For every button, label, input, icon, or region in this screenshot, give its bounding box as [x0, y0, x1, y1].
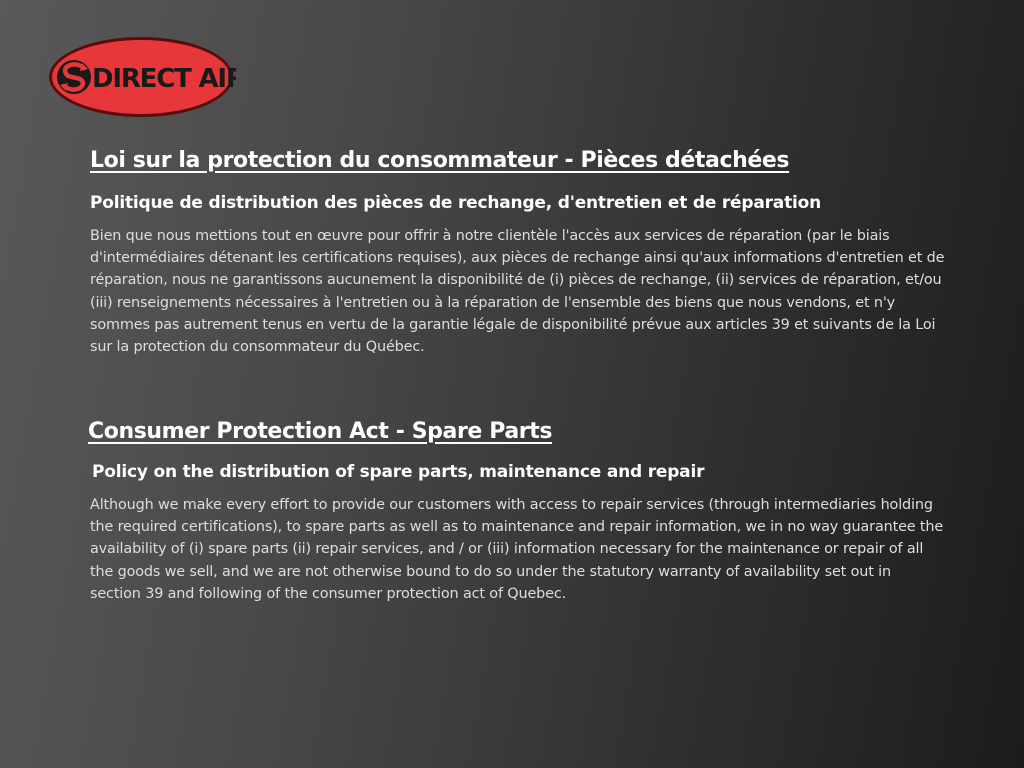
english-section: [90, 419, 950, 605]
english-subtitle: Policy on the distribution of spare parts, maintenance and repair: [92, 462, 705, 482]
french-section: [90, 148, 950, 358]
english-body: Although we make every effort to provide our customers with access to repair services (through intermediaries holding the required certifications), to spare parts as well as to maintenance and repair information, we in no way guarantee the availability of (i) spare parts (ii) repair services, and / or (iii) information necessary for the maintenance or repair of all the goods we sell, and we are not otherwise bound to do so under the statutory warranty of availability set out in section 39 and following of the consumer protection act of Quebec.: [90, 497, 944, 602]
french-subtitle: Politique de distribution des pièces de rechange, d'entretien et de réparation: [90, 193, 822, 213]
s-arrow-icon: [57, 60, 91, 94]
english-title: Consumer Protection Act - Spare Parts: [88, 419, 553, 444]
french-title: Loi sur la protection du consommateur - Pièces détachées: [90, 148, 790, 173]
logo-text: DIRECT AIR: [92, 64, 236, 94]
french-body: Bien que nous mettions tout en œuvre pour offrir à notre clientèle l'accès aux services de réparation (par le biais d'intermédiaires détenant les certifications requises), aux pièces de rechange ainsi qu'aux informations d'entretien et de réparation, nous ne garantissons aucunement la disponibilité de (i) pièces de rechange, (ii) services de réparation, et/ou (iii) renseignements nécessaires à l'entretien ou à la réparation de l'ensemble des biens que nous vendons, et n'y sommes pas autrement tenus en vertu de la garantie légale de disponibilité prévue aux articles 39 et suivants de la Loi sur la protection du consommateur du Québec.: [90, 228, 945, 356]
direct-air-logo: [46, 35, 236, 119]
